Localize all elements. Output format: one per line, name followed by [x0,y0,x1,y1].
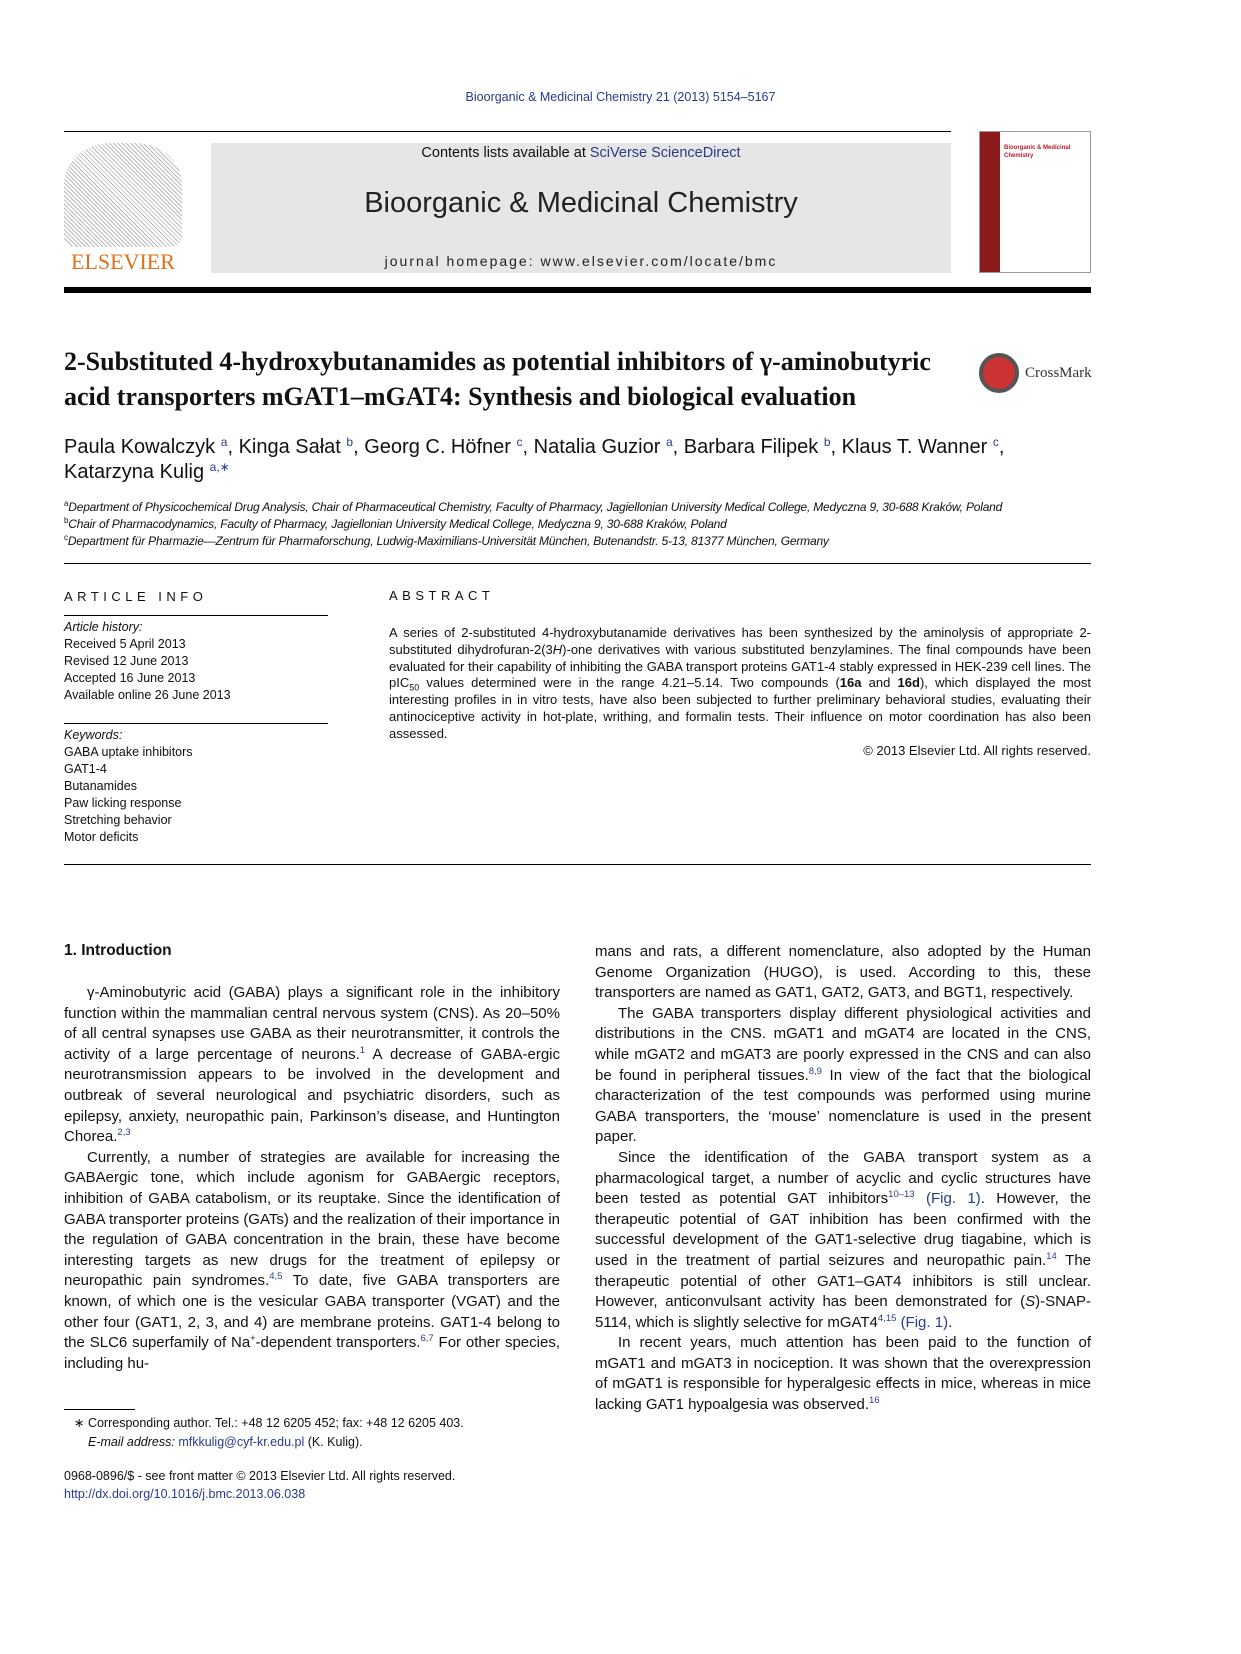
author[interactable]: Katarzyna Kulig [64,461,205,483]
front-matter-block [64,345,1091,865]
reference-link[interactable]: 16 [869,1395,880,1407]
divider [64,615,328,616]
issn: 0968-0896/$ - see front matter © 2013 Elsevier Ltd. All rights reserved. [64,1469,456,1483]
figure-link[interactable]: (Fig. 1) [900,1313,949,1331]
text: The GABA transporters display different physiological activities and distributions in the CNS. mGAT1 and mGAT4 are located in the CNS, while mGAT2 and mGAT3 are poorly expressed in the CNS and can also be found in peripheral tissues. [595,1004,1091,1084]
text: + [250,1333,256,1344]
text: -dependent transporters. [255,1334,421,1352]
divider [64,864,1091,865]
abstract-heading: ABSTRACT [389,588,495,603]
tree-logo-icon [64,143,182,247]
elsevier-logo [64,143,182,273]
article-info-heading: ARTICLE INFO [64,589,208,604]
sciencedirect-link[interactable]: SciVerse ScienceDirect [589,145,741,161]
text: γ-Aminobutyric acid (GABA) plays a significant role in the inhibitory function within the mammalian central nervous system (CNS). As 20–50% of all central synapses use GABA as their neurotransmitter, it controls the activity of a large percentage of neurons. [64,984,560,1063]
history-item: Received 5 April 2013 [64,637,186,651]
left-column-wrapper [64,983,560,1503]
text: A series of 2-substituted 4-hydroxybutanamide derivatives has been synthesized by the aminolysis of appropriate 2-substituted dihydrofuran-2(3 [389,625,1091,657]
text: In recent years, much attention has been paid to the function of mGAT1 and mGAT3 in nociception. It was shown that the overexpression of mGAT1 is responsible for hyperalgesic effects in mice, whereas in mice lacking GAT1 hypoalgesia was observed. [595,1334,1091,1414]
text: )-SNAP-5114, which is slightly selective for mGAT4 [595,1293,1091,1331]
text: Since the identification of the GABA transport system as a pharmacological target, a number of acyclic and cyclic structures have been tested as potential GAT inhibitors [595,1148,1091,1208]
paragraph [595,1333,1091,1415]
affiliation-marker[interactable]: a,∗ [209,460,230,474]
contents-line [211,145,951,161]
keyword: Paw licking response [64,796,182,810]
reference-link[interactable]: 1 [359,1044,366,1056]
author[interactable]: Kinga Sałat [238,436,341,458]
affiliation-text: Chair of Pharmacodynamics, Faculty of Pharmacy, Jagiellonian University Medical College, Medyczna 9, 30-688 Kraków, Poland [68,517,727,531]
affiliation-marker[interactable]: b [346,435,354,449]
author-list: Paula Kowalczyk $^a$, Kinga Sałat $^b$, Georg C. Höfner $^c$, Natalia Guzior $^a$, Barbara Filipek $^b$, Klaus T. Wanner $^c$, Katarzyna Kulig $^{a,∗}$ [64,435,1005,483]
publisher-name: ELSEVIER [71,249,175,274]
history-label: Article history: [64,620,143,634]
keywords [64,727,328,846]
article-history [64,619,328,704]
history-item: Revised 12 June 2013 [64,654,189,668]
footnotes [64,1414,560,1452]
reference-link[interactable]: 14 [1046,1250,1057,1262]
journal-homepage[interactable]: journal homepage: www.elsevier.com/locate/bmc [384,253,778,269]
author[interactable]: Paula Kowalczyk [64,436,216,458]
footnote-area [64,1409,560,1503]
doi-link[interactable]: http://dx.doi.org/10.1016/j.bmc.2013.06.038 [64,1486,306,1501]
journal-cover-thumbnail[interactable] [979,131,1091,273]
paragraph: Since the identification of the GABA transport system as a pharmacological target, a number of acyclic and cyclic structures have been tested as potential GAT inhibitors$^{10-13}$ (Fig. 1). However, the therapeutic potential of GAT inhibition has been confirmed with the successful development of the GAT1-selective drug tiagabine, which is used in the treatment of partial seizures and neuropathic pain.$^{14}$ The therapeutic potential of other GAT1–GAT4 inhibitors is still unclear. However, anticonvulsant activity has been demonstrated for (S)-SNAP-5114, which is slightly selective for mGAT4$^{4,15}$ (Fig. 1). [595,1148,1091,1331]
keyword: Butanamides [64,779,137,793]
text: 50 [409,682,420,693]
thick-divider [64,287,1091,293]
text: Currently, a number of strategies are available for increasing the GABAergic tone, which include agonism for GABAergic receptors, inhibition of GABA catabolism, or its reuptake. Since the identification of GABA transporter proteins (GATs) and the realization of their importance in the regulation of GABA concentration in the brain, these have become interesting targets as new drugs for the treatment of epilepsy or neuropathic pain syndromes. [64,1148,560,1290]
copyright: © 2013 Elsevier Ltd. All rights reserved. [863,742,1091,758]
cover-title: Bioorganic & Medicinal Chemistry [1004,145,1071,159]
affiliation-marker[interactable]: a [665,435,673,449]
reference-link[interactable]: 6,7 [420,1333,434,1345]
section-heading: 1. Introduction [64,942,172,959]
paragraph [595,1004,1091,1148]
front-matter [64,1468,560,1503]
contents-prefix: Contents lists available at [421,145,590,161]
divider [64,723,328,724]
right-column [595,942,1091,1416]
text: For other species, including hu- [64,1334,560,1372]
reference-link[interactable]: 2,3 [117,1127,131,1139]
journal-citation[interactable]: Bioorganic & Medicinal Chemistry 21 (2013) 5154–5167 [465,90,776,104]
text: In view of the fact that the biological characterization of the test compounds was performed using murine GABA transporters, the ‘mouse’ nomenclature is used in the present paper. [595,1066,1091,1146]
email-label: E-mail address: [88,1435,179,1449]
text: The therapeutic potential of other GAT1–GAT4 inhibitors is still unclear. However, anticonvulsant activity has been demonstrated for ( [595,1251,1091,1311]
article-info [64,588,328,846]
keyword: GABA uptake inhibitors [64,745,193,759]
abstract-section [389,588,1091,846]
figure-link[interactable]: (Fig. 1) [925,1190,981,1208]
text: A decrease of GABA-ergic neurotransmission appears to be involved in the development and outbreak of several neurological and psychiatric disorders, such as epilepsy, anxiety, neuropathic pain, Parkinson’s disease, and Huntington Chorea. [64,1045,560,1146]
affiliations [64,499,1091,550]
divider [64,131,951,132]
compound-ref: 16d [897,675,920,691]
article-title: 2-Substituted 4-hydroxybutanamides as potential inhibitors of γ-aminobutyric acid transporters mGAT1–mGAT4: Synthesis and biological evaluation [64,347,931,411]
text: To date, five GABA transporters are known, of which one is the vesicular GABA transporter (VGAT) and the other four (GAT1, 2, 3, and 4) are membrane proteins. GAT1-4 belong to the SLC6 superfamily of Na [64,1272,560,1352]
footnote-divider [64,1409,135,1410]
compound-ref: 16a [839,675,862,691]
affiliation-a: $^a$Department of Physicochemical Drug Analysis, Chair of Pharmaceutical Chemistry, Faculty of Pharmacy, Jagiellonian University Medical College, Medyczna 9, 30-688 Kraków, Poland [64,499,1003,514]
paragraph [64,983,560,1148]
keyword: GAT1-4 [64,762,107,776]
affiliation-b: $^b$Chair of Pharmacodynamics, Faculty of Pharmacy, Jagiellonian University Medical College, Medyczna 9, 30-688 Kraków, Poland [64,516,727,531]
text: values determined were in the range 4.21–5.14. Two compounds ( [419,675,840,691]
text: ), which displayed the most interesting profiles in in vitro tests, have also been subjected to further preliminary behavioral studies, evaluating their antinociceptive activity in hot-plate, writhing, and formalin tests. Their influence on motor coordination has also been assessed. [389,675,1091,741]
reference-link[interactable]: 4,15 [877,1312,897,1324]
affiliation-marker[interactable]: c [992,435,999,449]
corresponding-author: ∗ Corresponding author. Tel.: +48 12 6205 452; fax: +48 12 6205 403. [74,1416,464,1430]
journal-banner [211,143,951,273]
affiliation-text: Department of Physicochemical Drug Analysis, Chair of Pharmaceutical Chemistry, Faculty of Pharmacy, Jagiellonian University Medical College, Medyczna 9, 30-688 Kraków, Poland [68,500,1003,514]
affiliation-c: $^c$Department für Pharmazie—Zentrum für Pharmaforschung, Ludwig-Maximilians-Universität München, Butenandstr. 5-13, 81377 München, Germany [64,533,829,548]
affiliation-text: Department für Pharmazie—Zentrum für Pharmaforschung, Ludwig-Maximilians-Universität München, Butenandstr. 5-13, 81377 München, Germany [67,534,829,548]
affiliation-marker[interactable]: c [516,435,523,449]
abstract-text [389,625,1091,759]
paragraph [64,1148,560,1375]
history-item: Available online 26 June 2013 [64,688,231,702]
text: )-one derivatives with various substituted benzylamines. The final compounds have been evaluated for their capability of inhibiting the GABA transport proteins GAT1-4 stably expressed in HEK-239 cell lines. The pIC [389,641,1091,691]
author[interactable]: Natalia Guzior [533,436,661,458]
text: . However, the therapeutic potential of GAT inhibition has been confirmed with the successful development of the GAT1-selective drug tiagabine, which is used in the treatment of partial seizures and neuropathic pain. [595,1190,1091,1269]
affiliation-marker[interactable]: b [823,435,831,449]
reference-link[interactable]: 4,5 [269,1271,283,1283]
email-link[interactable]: mfkkulig@cyf-kr.edu.pl [178,1435,305,1449]
paragraph: mans and rats, a different nomenclature, also adopted by the Human Genome Organization (HUGO), is used. According to this, these transporters are named as GAT1, GAT2, GAT3, and BGT1, respectively. [595,943,1091,1002]
text: H [552,641,563,657]
reference-link[interactable]: 10–13 [888,1189,915,1201]
text: and [861,675,898,691]
keywords-label: Keywords: [64,728,123,742]
cover-band [980,132,1000,272]
crossmark-label: CrossMark [1025,364,1092,381]
author[interactable]: Klaus T. Wanner [841,436,988,458]
reference-link[interactable]: 8,9 [808,1065,822,1077]
text: (K. Kulig). [304,1435,363,1449]
author[interactable]: Barbara Filipek [683,436,819,458]
text: S [1025,1293,1036,1311]
affiliation-marker[interactable]: a [220,435,228,449]
divider [64,563,1091,564]
history-item: Accepted 16 June 2013 [64,671,196,685]
left-column [64,983,560,1374]
keyword: Stretching behavior [64,813,172,827]
author[interactable]: Georg C. Höfner [364,436,511,458]
keyword: Motor deficits [64,830,139,844]
journal-title: Bioorganic & Medicinal Chemistry [364,187,798,219]
info-and-abstract [64,588,1091,846]
